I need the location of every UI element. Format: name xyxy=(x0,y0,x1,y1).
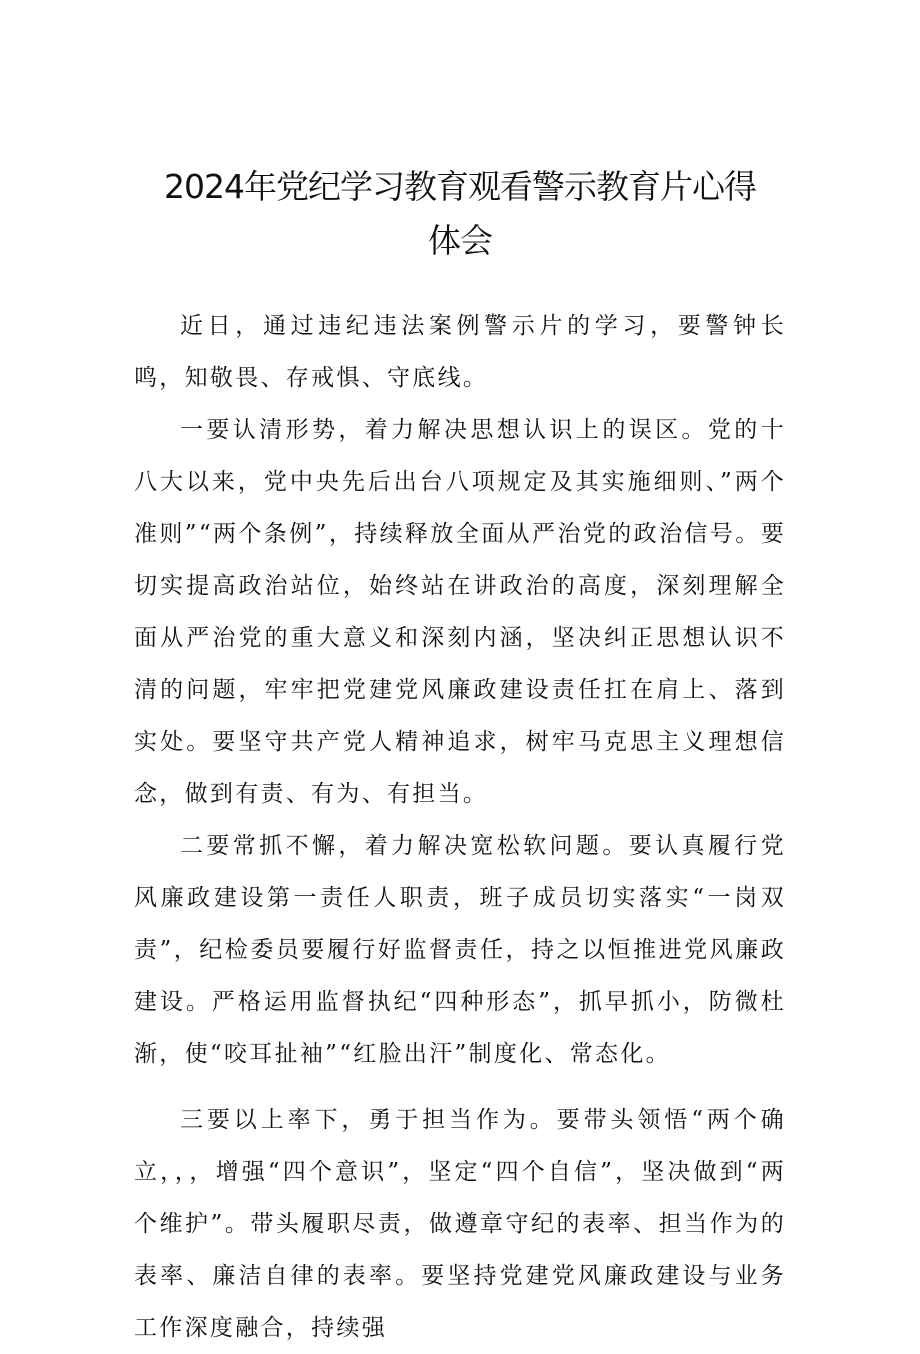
title-line-1: 2024年党纪学习教育观看警示教育片心得 xyxy=(164,167,756,206)
document-title xyxy=(140,160,780,268)
paragraph-point-1: 一要认清形势，着力解决思想认识上的误区。党的十八大以来，党中央先后出台八项规定及其实施细则、”两个准则”“两个条例”，持续释放全面从严治党的政治信号。要切实提高政治站位，始终站在讲政治的高度，深刻理解全面从严治党的重大意义和深刻内涵，坚决纠正思想认识不清的问题，牢牢把党建党风廉政建设责任扛在肩上、落到实处。要坚守共产党人精神追求，树牢马克思主义理想信念，做到有责、有为、有担当。 xyxy=(134,417,786,807)
title-line-2: 体会 xyxy=(428,221,492,260)
document-body xyxy=(134,300,786,1354)
paragraph-point-3: 三要以上率下，勇于担当作为。要带头领悟“两个确立，，，增强“四个意识”，坚定“四个自信”，坚决做到“两个维护”。带头履职尽责，做遵章守纪的表率、担当作为的表率、廉洁自律的表率。要坚持党建党风廉政建设与业务工作深度融合，持续强 xyxy=(134,1107,786,1341)
paragraph-point-2: 二要常抓不懈，着力解决宽松软问题。要认真履行党风廉政建设第一责任人职责，班子成员切实落实“一岗双责”，纪检委员要履行好监督责任，持之以恒推进党风廉政建设。严格运用监督执纪“四种形态”，抓早抓小，防微杜渐，使“咬耳扯袖”“红脸出汗”制度化、常态化。 xyxy=(134,833,786,1067)
paragraph-intro: 近日，通过违纪违法案例警示片的学习，要警钟长鸣，知敬畏、存戒惧、守底线。 xyxy=(134,313,786,391)
